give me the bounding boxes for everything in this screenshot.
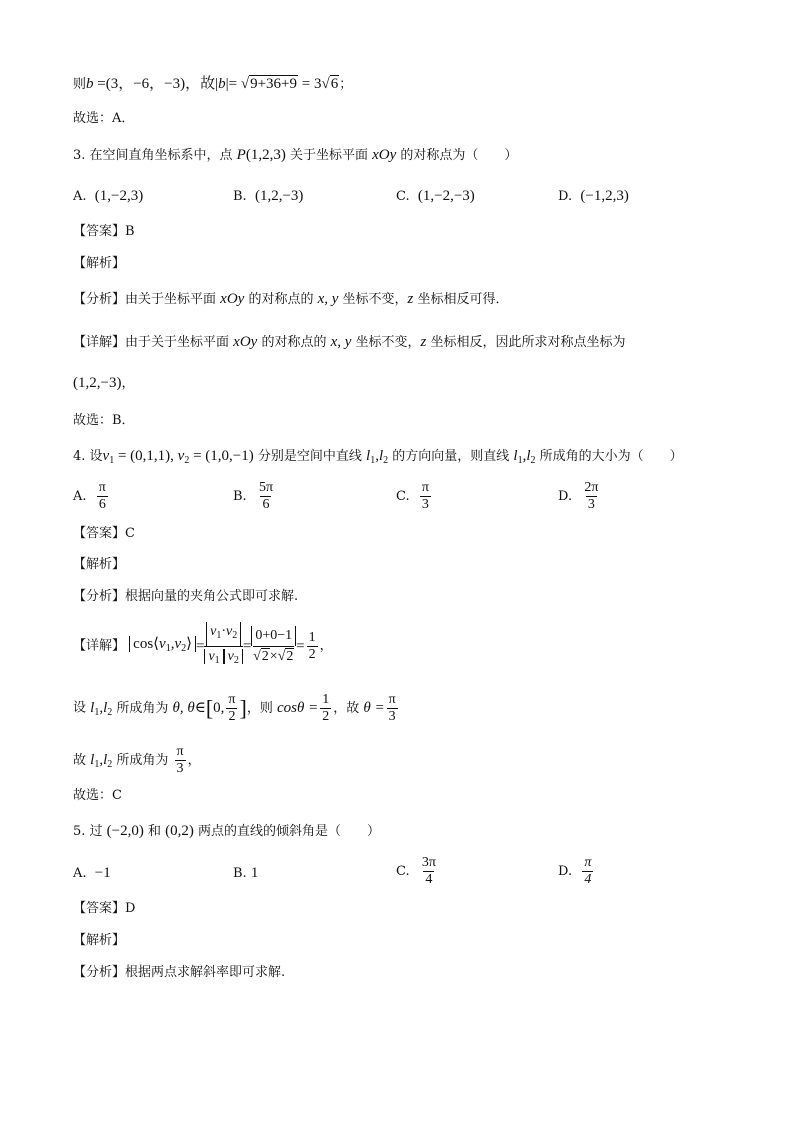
question-4-detail-step-2: 故 $l_1,l_2$ 所成角为 $\frac{\pi}{3}$ ， xyxy=(73,744,201,776)
text: |= xyxy=(225,76,241,92)
question-3-detail: 【详解】由于关于坐标平面 xOy 的对称点的 x, y 坐标不变，z 坐标相反，因此所求对称点坐标为 xyxy=(73,334,626,350)
question-4-option-b: B. $\frac{5\pi}{6}$ xyxy=(233,480,274,512)
question-5-answer: 【答案】D xyxy=(73,901,136,916)
question-3-option-b: B. (1,2,−3) xyxy=(233,188,304,204)
vector-b-value: =(3，−6，−3)，故| xyxy=(93,76,219,92)
question-5-analysis: 【分析】根据两点求解斜率即可求解. xyxy=(73,965,286,980)
answer-choice-line: 故选：A． xyxy=(73,111,135,126)
question-5-option-a: A. −1 xyxy=(73,865,111,881)
question-3-answer: 【答案】B xyxy=(73,224,135,239)
question-3-analysis-heading: 【解析】 xyxy=(73,256,126,271)
solution-line-1: 则b =(3，−6，−3)，故|b|= √9+36+9 = 3√6； xyxy=(73,76,353,92)
question-3-option-d: D. (−1,2,3) xyxy=(558,188,629,204)
cos-abs: $\cos⟨v_1,v_2⟩$ xyxy=(129,636,196,652)
question-4-option-d: D. $\frac{2\pi}{3}$ xyxy=(558,480,599,512)
question-5-option-d: D. $\frac{\pi}{4}$ xyxy=(558,855,592,887)
vector-b: b xyxy=(86,76,94,92)
question-3-analysis: 【分析】由关于坐标平面 xOy 的对称点的 x, y 坐标不变，z 坐标相反可得． xyxy=(73,291,509,307)
question-4-stem: 4. 设$v_1 = (0,1,1)$, $v_2 = (1,0,-1)$ 分别是空间中直线 $l_1,l_2$ 的方向向量，则直线 $l_1,l_2$ 所成角的大小为（ ） xyxy=(73,448,683,466)
question-5-option-c: C. $\frac{3\pi}{4}$ xyxy=(396,855,436,887)
question-5-analysis-heading: 【解析】 xyxy=(73,933,126,948)
question-4-selection: 故选：C xyxy=(73,788,122,803)
question-3-selection: 故选：B． xyxy=(73,413,135,428)
question-4-option-c: C. $\frac{\pi}{3}$ xyxy=(396,480,429,512)
question-5-option-b: B. 1 xyxy=(233,865,259,881)
text: = 3 xyxy=(298,76,322,92)
question-4-analysis: 【分析】根据向量的夹角公式即可求解. xyxy=(73,589,299,604)
question-4-answer: 【答案】C xyxy=(73,526,135,541)
question-3-detail-result: (1,2,−3)， xyxy=(73,375,135,391)
question-3-stem: 3. 在空间直角坐标系中，点 P(1,2,3) 关于坐标平面 xOy 的对称点为（ ） xyxy=(73,147,518,163)
vector-b: b xyxy=(218,76,226,92)
text: 则 xyxy=(73,77,87,92)
question-3-option-c: C. (1,−2,−3) xyxy=(396,188,475,204)
sqrt-radicand: 9+36+9 xyxy=(250,76,298,92)
numeric-fraction: $\frac{0+0-1}{√2\times√2}$ xyxy=(251,626,296,667)
question-4-detail-step-1: 设 $l_1,l_2$ 所成角为 θ, θ∈[0, $\frac{\pi}{2}$ ]，则 cosθ = $\frac{1}{2}$ ，故 θ = $\frac{\pi}{3}$ xyxy=(73,692,396,724)
question-4-detail-formula: 【详解】 $\cos⟨v_1,v_2⟩$ = $\frac{v_1\cdot v_2}{v_1 v_2}$ = $\frac{0+0-1}{√2\times√2}$ = $\frac{1}{2}$ ， xyxy=(73,622,333,668)
text: ； xyxy=(339,77,353,92)
question-4-option-a: A. $\frac{\pi}{6}$ xyxy=(73,480,106,512)
sqrt-radicand: 6 xyxy=(330,76,339,92)
question-3-option-a: A. (1,−2,3) xyxy=(73,188,144,204)
question-5-stem: 5. 过 (−2,0) 和 (0,2) 两点的直线的倾斜角是（ ） xyxy=(73,823,381,839)
vector-fraction: $\frac{v_1\cdot v_2}{v_1 v_2}$ xyxy=(204,622,242,671)
question-4-analysis-heading: 【解析】 xyxy=(73,557,126,572)
